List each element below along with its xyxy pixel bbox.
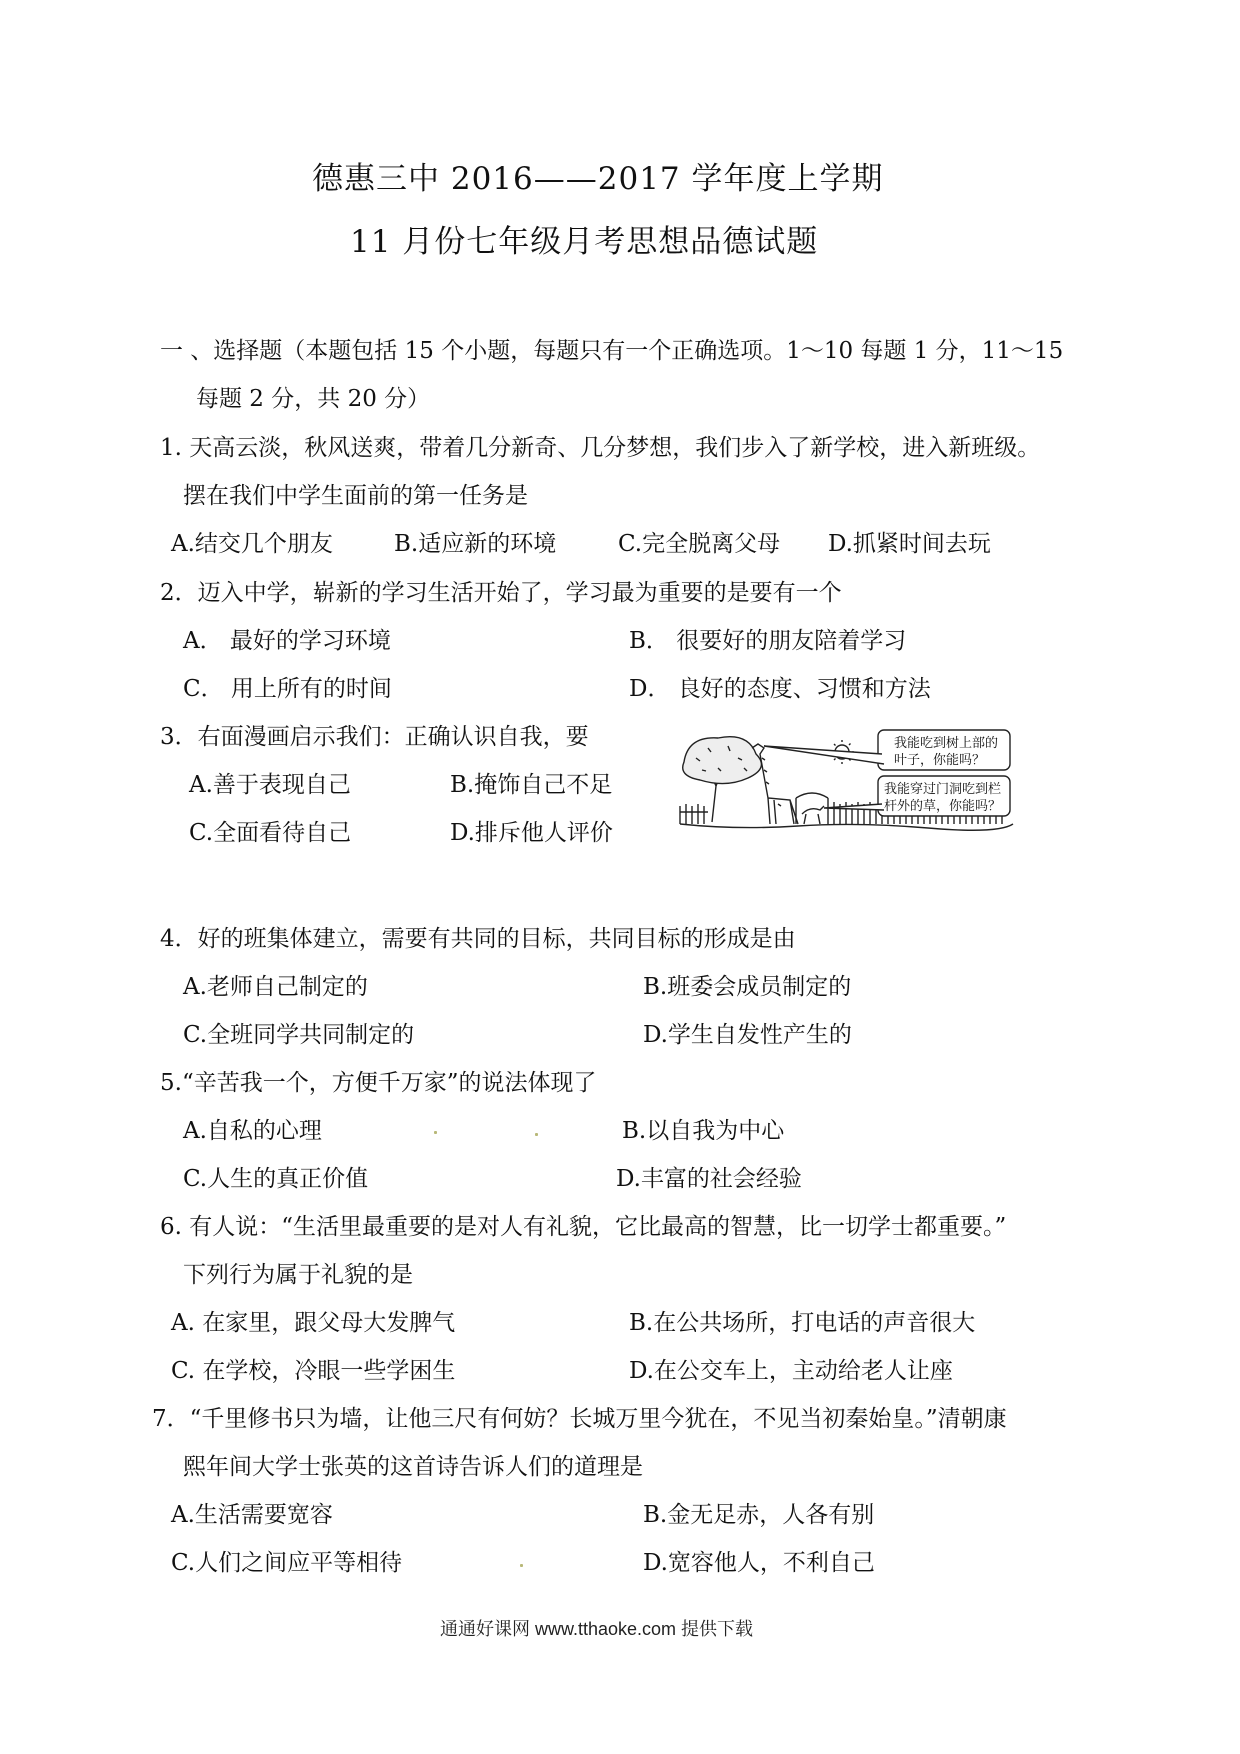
option-a: A.善于表现自己 — [189, 772, 351, 798]
exam-title-line2: 11 月份七年级月考思想品德试题 — [350, 224, 819, 260]
option-b: B.在公共场所，打电话的声音很大 — [629, 1310, 976, 1336]
option-a: A.自私的心理 — [183, 1118, 322, 1144]
question-stem: 5.“辛苦我一个，方便千万家”的说法体现了 — [160, 1070, 597, 1096]
exam-title-line1: 德惠三中 2016——2017 学年度上学期 — [312, 161, 884, 197]
option-c: C.人生的真正价值 — [183, 1166, 369, 1192]
giraffe-goat-cartoon — [678, 728, 1015, 834]
scan-speck — [520, 1564, 523, 1567]
bubble-text: 叶子，你能吗？ — [894, 752, 986, 767]
option-d: D.丰富的社会经验 — [616, 1166, 802, 1192]
footer-credit: 通通好课网 www.tthaoke.com 提供下载 — [440, 1619, 754, 1639]
option-c: C.全面看待自己 — [189, 820, 352, 846]
option-d: D.学生自发性产生的 — [643, 1022, 852, 1048]
scan-speck — [434, 1131, 437, 1134]
option-d: D． 良好的态度、习惯和方法 — [629, 676, 931, 702]
option-a: A.老师自己制定的 — [183, 974, 368, 1000]
bubble-text: 杆外的草，你能吗？ — [884, 798, 1002, 813]
option-c: C． 用上所有的时间 — [183, 676, 392, 702]
question-stem: 熙年间大学士张英的这首诗告诉人们的道理是 — [183, 1454, 643, 1480]
section-intro-line1: 一 、选择题（本题包括 15 个小题，每题只有一个正确选项。1～10 每题 1 分，11～15 — [160, 338, 1064, 364]
option-b: B.班委会成员制定的 — [643, 974, 852, 1000]
ground-line — [680, 824, 1013, 830]
bubble-text: 我能穿过门洞吃到栏 — [884, 781, 1002, 796]
option-b: B.掩饰自己不足 — [450, 772, 613, 798]
question-stem: 7．“千里修书只为墙，让他三尺有何妨？长城万里今犹在，不见当初秦始皇。”清朝康 — [152, 1406, 1007, 1432]
question-stem: 4．好的班集体建立，需要有共同的目标，共同目标的形成是由 — [160, 926, 796, 952]
option-a: A. 在家里，跟父母大发脾气 — [171, 1310, 456, 1336]
option-c: C. 在学校，冷眼一些学困生 — [171, 1358, 456, 1384]
question-stem: 下列行为属于礼貌的是 — [183, 1262, 413, 1288]
option-a: A.生活需要宽容 — [171, 1502, 333, 1528]
option-a: A． 最好的学习环境 — [183, 628, 391, 654]
option-b: B． 很要好的朋友陪着学习 — [629, 628, 907, 654]
option-d: D.在公交车上，主动给老人让座 — [629, 1358, 953, 1384]
option-a: A.结交几个朋友 — [171, 531, 333, 557]
option-b: B.适应新的环境 — [394, 531, 557, 557]
goat-body — [802, 806, 824, 824]
tree-crown — [683, 737, 762, 784]
option-b: B.以自我为中心 — [622, 1118, 785, 1144]
option-d: D.排斥他人评价 — [450, 820, 613, 846]
bubble-text: 我能吃到树上部的 — [894, 735, 999, 750]
scan-speck — [535, 1133, 538, 1136]
question-stem: 1. 天高云淡，秋风送爽，带着几分新奇、几分梦想，我们步入了新学校，进入新班级。 — [160, 435, 1041, 461]
question-stem: 2．迈入中学，崭新的学习生活开始了，学习最为重要的是要有一个 — [160, 580, 842, 606]
option-b: B.金无足赤，人各有别 — [643, 1502, 875, 1528]
section-intro-line2: 每题 2 分，共 20 分） — [196, 386, 431, 412]
question-stem: 3．右面漫画启示我们：正确认识自我，要 — [160, 724, 589, 750]
option-c: C.全班同学共同制定的 — [183, 1022, 415, 1048]
option-d: D.抓紧时间去玩 — [828, 531, 991, 557]
option-c: C.完全脱离父母 — [618, 531, 781, 557]
option-d: D.宽容他人，不利自己 — [643, 1550, 875, 1576]
giraffe-body — [752, 744, 798, 824]
question-stem: 6. 有人说：“生活里最重要的是对人有礼貌，它比最高的智慧，比一切学士都重要。” — [160, 1214, 1007, 1240]
question-stem: 摆在我们中学生面前的第一任务是 — [183, 483, 528, 509]
option-c: C.人们之间应平等相待 — [171, 1550, 403, 1576]
